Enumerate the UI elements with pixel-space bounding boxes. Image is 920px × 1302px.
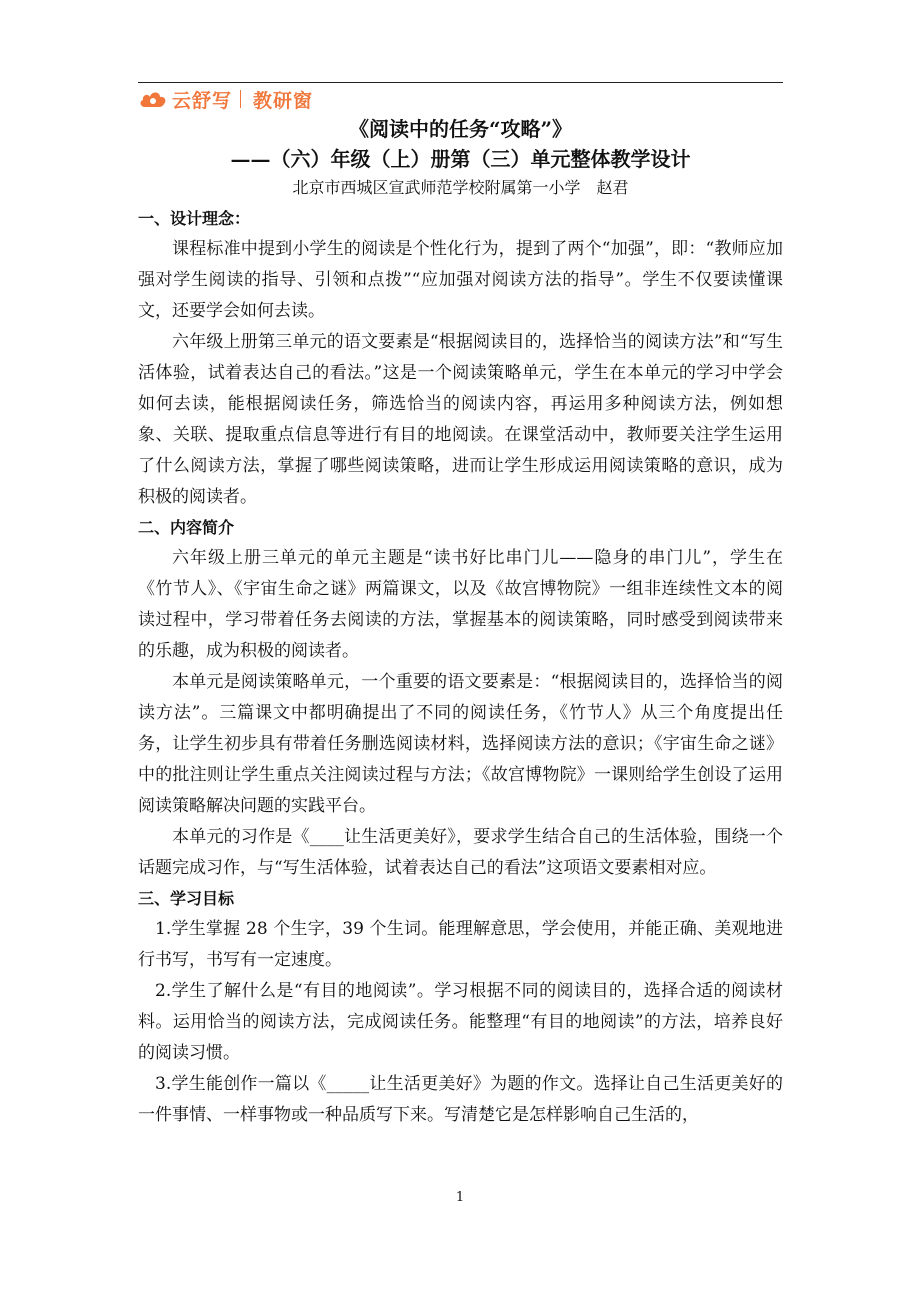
- document-author: 北京市西城区宣武师范学校附属第一小学 赵君: [292, 178, 629, 197]
- paragraph: 六年级上册三单元的单元主题是“读书好比串门儿——隐身的串门儿”，学生在《竹节人》、《宇宙生命之谜》两篇课文，以及《故宫博物院》一组非连续性文本的阅读过程中，学习带着任务去阅读的方法，掌握基本的阅读策略，同时感受到阅读带来的乐趣，成为积极的阅读者。: [138, 548, 783, 661]
- goal-item: 2.学生了解什么是“有目的地阅读”。学习根据不同的阅读目的，选择合适的阅读材料。运用恰当的阅读方法，完成阅读任务。能整理“有目的地阅读”的方法，培养良好的阅读习惯。: [138, 981, 783, 1063]
- document-body: [138, 114, 783, 1131]
- paragraph: 本单元是阅读策略单元，一个重要的语文要素是：“根据阅读目的，选择恰当的阅读方法”。三篇课文中都明确提出了不同的阅读任务，《竹节人》从三个角度提出任务，让学生初步具有带着任务删选阅读材料，选择阅读方法的意识；《宇宙生命之谜》中的批注则让学生重点关注阅读过程与方法；《故宫博物院》一课则给学生创设了运用阅读策略解决问题的实践平台。: [138, 672, 783, 816]
- sub-brand-name: 教研窗: [253, 89, 314, 112]
- header-rule: [138, 82, 783, 83]
- goal-item: 3.学生能创作一篇以《_____让生活更美好》为题的作文。选择让自己生活更美好的一件事情、一样事物或一种品质写下来。写清楚它是怎样影响自己生活的，: [138, 1074, 783, 1125]
- brand-separator: [240, 90, 241, 108]
- paragraph: 六年级上册第三单元的语文要素是“根据阅读目的，选择恰当的阅读方法”和“写生活体验，试着表达自己的看法。”这是一个阅读策略单元，学生在本单元的学习中学会如何去读，能根据阅读任务，筛选恰当的阅读内容，再运用多种阅读方法，例如想象、关联、提取重点信息等进行有目的地阅读。在课堂活动中，教师要关注学生运用了什么阅读方法，掌握了哪些阅读策略，进而让学生形成运用阅读策略的意识，成为积极的阅读者。: [138, 332, 783, 507]
- section-heading: 二、内容简介: [138, 518, 235, 537]
- goal-item: 1.学生掌握 28 个生字，39 个生词。能理解意思，学会使用，并能正确、美观地进行书写，书写有一定速度。: [138, 919, 783, 970]
- section-heading: 一、设计理念：: [138, 209, 251, 228]
- brand-logo: [138, 86, 313, 112]
- paragraph: 课程标准中提到小学生的阅读是个性化行为，提到了两个“加强”，即：“教师应加强对学生阅读的指导、引领和点拨”“应加强对阅读方法的指导”。学生不仅要读懂课文，还要学会如何去读。: [138, 239, 783, 321]
- page-number: 1: [455, 1190, 465, 1205]
- brand-name: 云舒写: [172, 89, 233, 112]
- cloud-icon: [138, 89, 168, 109]
- document-subtitle: ——（六）年级（上）册第（三）单元整体教学设计: [230, 147, 691, 171]
- document-title: 《阅读中的任务“攻略”》: [348, 117, 572, 141]
- paragraph: 本单元的习作是《____让生活更美好》，要求学生结合自己的生活体验，围绕一个话题完成习作，与“写生活体验，试着表达自己的看法”这项语文要素相对应。: [138, 827, 783, 878]
- section-heading: 三、学习目标: [138, 889, 235, 908]
